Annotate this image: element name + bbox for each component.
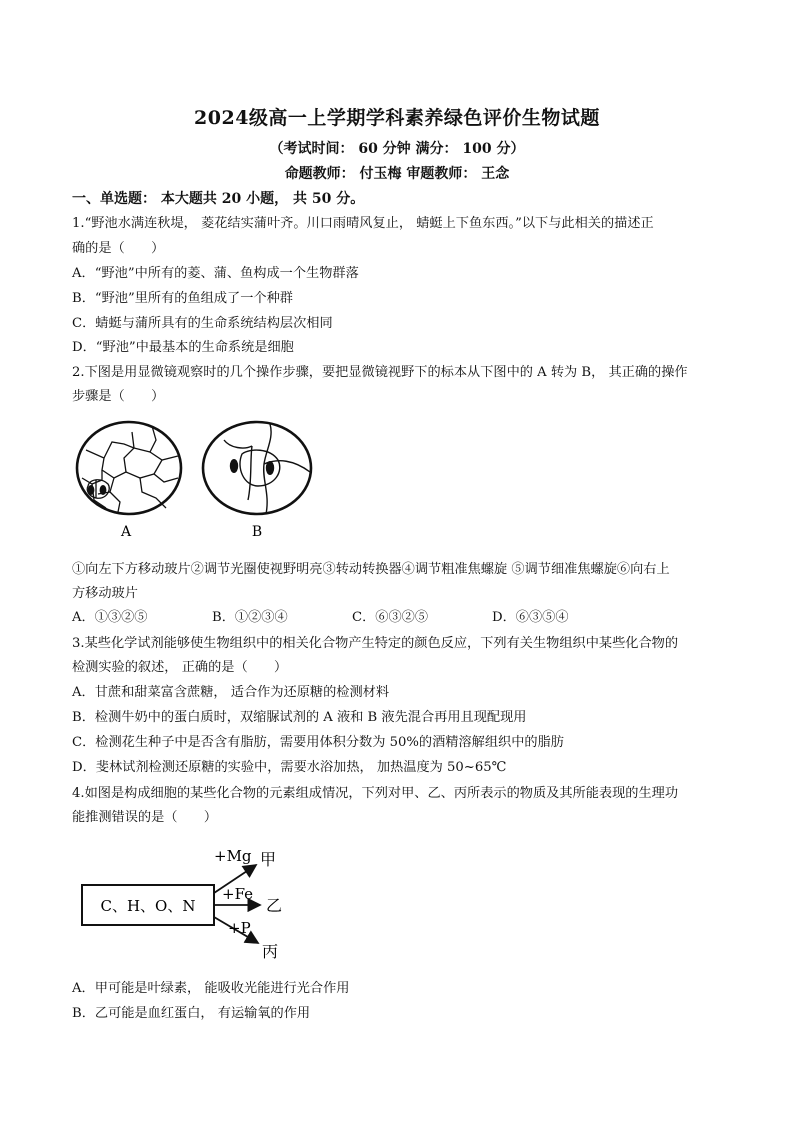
target-bing: 丙 <box>262 942 279 961</box>
q2-option-d: D．⑥③⑤④ <box>492 610 569 625</box>
q1-option-d: D．“野池”中最基本的生命系统是细胞 <box>72 340 294 355</box>
teachers-line: 命题教师： 付玉梅 审题教师： 王念 <box>284 166 510 182</box>
q1-option-c: C．蜻蜓与蒲所具有的生命系统结构层次相同 <box>72 316 333 331</box>
q2-option-c: C．⑥③②⑤ <box>352 610 429 625</box>
q3-option-a: A．甘蔗和甜菜富含蔗糖， 适合作为还原糖的检测材料 <box>72 685 390 700</box>
q3-option-c: C．检测花生种子中是否含有脂肪，需要用体积分数为 50%的酒精溶解组织中的脂肪 <box>72 735 564 750</box>
q1-option-a: A．“野池”中所有的菱、蒲、鱼构成一个生物群落 <box>72 266 359 281</box>
q2-stem-line1: 2.下图是用显微镜观察时的几个操作步骤，要把显微镜视野下的标本从下图中的 A 转为 B， 其正确的操作 <box>72 365 688 380</box>
target-cell-b <box>230 450 280 486</box>
figure-label-a: A <box>120 524 132 540</box>
q2-option-b: B．①②③④ <box>212 610 288 625</box>
q1-stem-line1: 1.“野池水满连秋堤， 菱花结实蒲叶齐。川口雨晴风复止， 蜻蜓上下鱼东西。”以下与此相关的描述正 <box>72 216 654 231</box>
arrow-mg-label: +Mg <box>214 847 252 865</box>
cell-network-a <box>82 426 178 512</box>
section-heading: 一、单选题： 本大题共 20 小题， 共 50 分。 <box>72 191 365 207</box>
q2-stem-line2: 步骤是（ ） <box>72 389 165 404</box>
target-jia: 甲 <box>260 850 277 869</box>
page-title: 2024级高一上学期学科素养绿色评价生物试题 <box>194 107 600 129</box>
figure-label-b: B <box>251 524 263 540</box>
q4-stem-line2: 能推测错误的是（ ） <box>72 810 218 825</box>
q1-option-b: B．“野池”里所有的鱼组成了一个种群 <box>72 291 293 306</box>
q3-stem-line1: 3.某些化学试剂能够使生物组织中的相关化合物产生特定的颜色反应，下列有关生物组织中某些化合物的 <box>72 636 679 651</box>
view-field-b <box>203 422 311 514</box>
elements-box-text: C、H、O、N <box>100 897 196 915</box>
arrow-p-label: +P <box>228 919 251 937</box>
q4-stem-line1: 4.如图是构成细胞的某些化合物的元素组成情况，下列对甲、乙、丙所表示的物质及其所能表现的生理功 <box>72 786 679 801</box>
arrow-fe-label: +Fe <box>222 885 254 903</box>
q2-option-a: A．①③②⑤ <box>72 610 148 625</box>
q2-steps-line2: 方移动玻片 <box>72 586 138 601</box>
q3-option-b: B．检测牛奶中的蛋白质时，双缩脲试剂的 A 液和 B 液先混合再用且现配现用 <box>72 710 527 725</box>
element-composition-figure <box>78 843 298 965</box>
microscope-figure <box>74 420 314 544</box>
q3-stem-line2: 检测实验的叙述， 正确的是（ ） <box>72 660 288 675</box>
q4-option-a: A．甲可能是叶绿素， 能吸收光能进行光合作用 <box>72 981 350 996</box>
q4-option-b: B．乙可能是血红蛋白， 有运输氧的作用 <box>72 1006 311 1021</box>
target-cell-a <box>87 480 109 499</box>
view-field-a <box>77 422 181 514</box>
target-yi: 乙 <box>266 896 283 915</box>
exam-info: （考试时间： 60 分钟 满分： 100 分） <box>269 141 525 157</box>
q1-stem-line2: 确的是（ ） <box>72 241 165 256</box>
q2-steps-line1: ①向左下方移动玻片②调节光圈使视野明亮③转动转换器④调节粗准焦螺旋 ⑤调节细准焦螺旋⑥向右上 <box>72 562 670 577</box>
q3-option-d: D．斐林试剂检测还原糖的实验中，需要水浴加热， 加热温度为 50~65℃ <box>72 760 507 775</box>
